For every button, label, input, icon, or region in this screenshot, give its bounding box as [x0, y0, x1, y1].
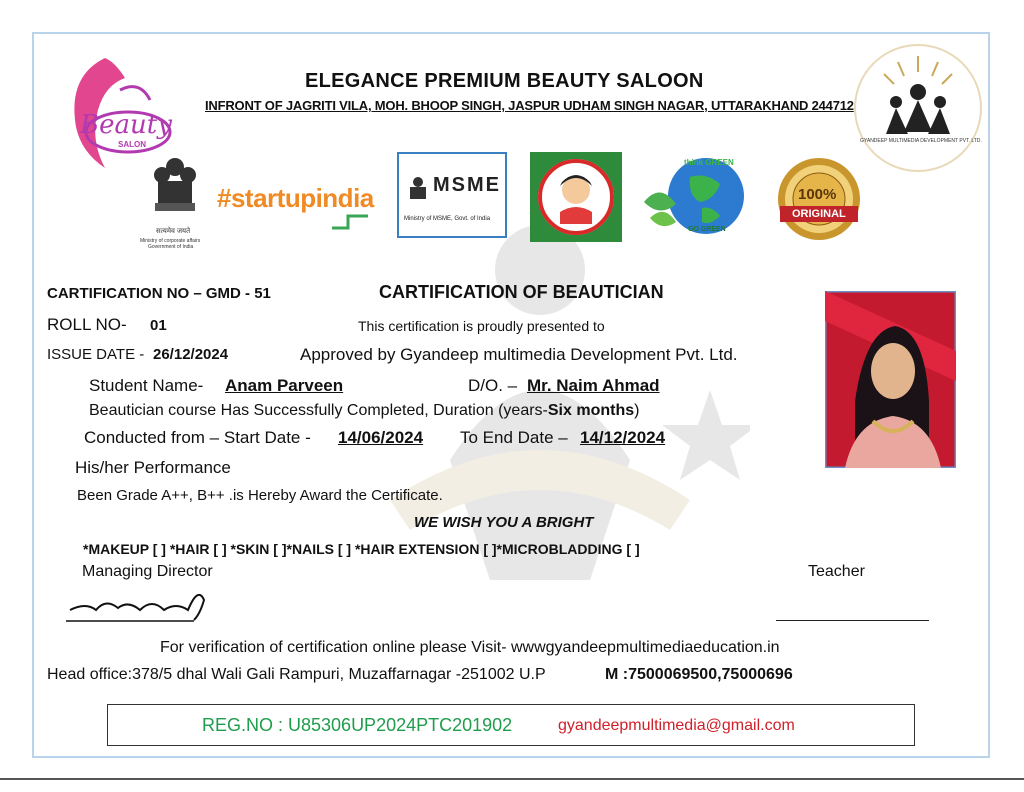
- verification-text: For verification of certification online please Visit- wwwgyandeepmultimediaeducation.in: [160, 639, 780, 656]
- course-description: Beautician course Has Successfully Completed, Duration (years-: [89, 402, 548, 419]
- original-percent: 100%: [798, 186, 837, 203]
- salon-address: INFRONT OF JAGRITI VILA, MOH. BHOOP SINGH, JASPUR UDHAM SINGH NAGAR, UTTARAKHAND 244712: [205, 98, 854, 113]
- head-office-address: Head office:378/5 dhal Wali Gali Rampuri, Muzaffarnagar -251002 U.P: [47, 666, 546, 683]
- original-text: ORIGINAL: [792, 208, 846, 220]
- contact-email: gyandeepmultimedia@gmail.com: [558, 717, 795, 734]
- emblem-motto: सत्यमेव जयते: [156, 228, 191, 235]
- emblem-caption-1: Ministry of corporate affairs: [140, 238, 201, 244]
- director-signature-icon: [66, 580, 216, 624]
- startup-swoosh-icon: [330, 212, 370, 230]
- skills-list: *MAKEUP [ ] *HAIR [ ] *SKIN [ ]*NAILS [ ] *HAIR EXTENSION [ ]*MICROBLADDING [ ]: [83, 541, 640, 557]
- beauty-logo-subtext: SALON: [118, 140, 146, 149]
- certification-number: CARTIFICATION NO – GMD - 51: [47, 285, 271, 302]
- course-text: [89, 402, 639, 420]
- do-label: D/O. –: [468, 376, 518, 395]
- student-name-label: Student Name-: [89, 376, 204, 395]
- student-name: Anam Parveen: [225, 376, 344, 395]
- think-green-text: think GREEN: [684, 158, 734, 167]
- certificate-heading: CARTIFICATION OF BEAUTICIAN: [379, 282, 664, 302]
- bottom-divider: [0, 778, 1024, 780]
- father-name: Mr. Naim Ahmad: [527, 376, 660, 395]
- beauty-logo-text: Beauty: [80, 110, 172, 140]
- approved-text: Approved by Gyandeep multimedia Development Pvt. Ltd.: [300, 345, 738, 364]
- msme-logo: [397, 152, 507, 238]
- roll-number-label: ROLL NO-: [47, 315, 127, 334]
- grade-text: Been Grade A++, B++ .is Hereby Award the Certificate.: [77, 487, 443, 504]
- gyandeep-logo-icon: [852, 42, 984, 174]
- end-date: 14/12/2024: [580, 428, 666, 447]
- salon-title: ELEGANCE PREMIUM BEAUTY SALOON: [305, 70, 704, 92]
- ashoka-emblem-icon: [150, 155, 200, 225]
- go-green-text: GO GREEN: [688, 226, 726, 233]
- gyandeep-logo-caption: GYANDEEP MULTIMEDIA DEVELOPMENT PVT. LTD.: [860, 138, 982, 144]
- registration-number: REG.NO : U85306UP2024PTC201902: [202, 715, 513, 735]
- emblem-caption-2: Government of India: [148, 244, 194, 250]
- msme-text: MSME: [433, 174, 501, 196]
- conducted-label: Conducted from – Start Date -: [84, 428, 311, 447]
- beti-bachao-logo-icon: [530, 152, 622, 242]
- wish-text: WE WISH YOU A BRIGHT: [414, 514, 594, 531]
- student-photo: [825, 291, 956, 468]
- registration-box: [107, 704, 915, 746]
- roll-number-value: 01: [150, 317, 167, 334]
- startupindia-logo: #startupindia: [217, 183, 374, 213]
- presented-text: This certification is proudly presented to: [358, 318, 605, 334]
- performance-label: His/her Performance: [75, 458, 231, 477]
- end-date-label: To End Date –: [460, 428, 568, 447]
- issue-date-label: ISSUE DATE -: [47, 346, 145, 363]
- start-date: 14/06/2024: [338, 428, 424, 447]
- mobile-numbers: M :7500069500,75000696: [605, 666, 793, 683]
- teacher-signature-line: [776, 620, 929, 621]
- managing-director-label: Managing Director: [82, 563, 213, 580]
- msme-emblem-icon: [407, 176, 429, 202]
- msme-caption: Ministry of MSME, Govt. of India: [404, 216, 491, 222]
- teacher-label: Teacher: [808, 563, 865, 580]
- course-duration-close: ): [634, 402, 640, 419]
- issue-date-value: 26/12/2024: [153, 346, 229, 363]
- course-duration: Six months: [547, 402, 635, 419]
